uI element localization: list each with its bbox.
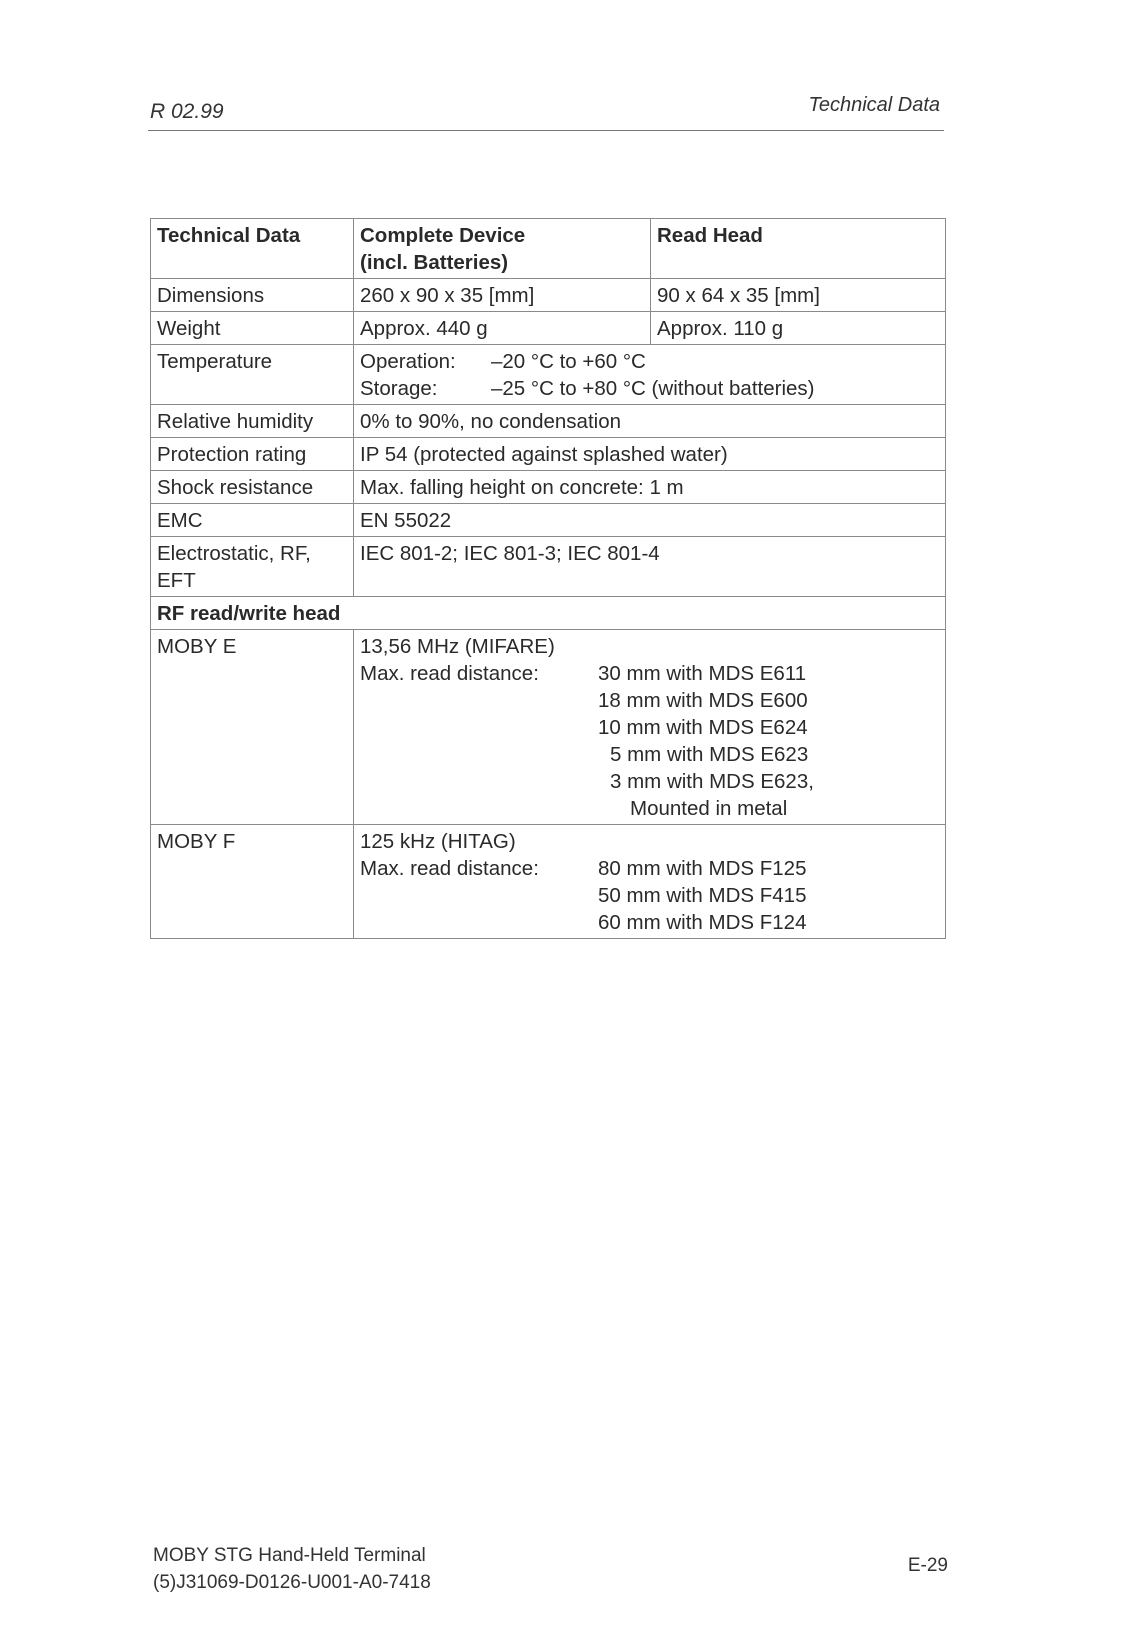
header-complete-device-line2: (incl. Batteries) — [360, 251, 509, 274]
moby-e-value — [354, 630, 946, 825]
temperature-value — [354, 345, 946, 405]
list-item: 3 mm with MDS E623, — [610, 770, 814, 793]
header-read-head: Read Head — [651, 219, 946, 279]
list-item: 5 mm with MDS E623 — [610, 743, 809, 766]
row-label-moby-e: MOBY E — [151, 630, 354, 825]
table-row — [151, 279, 946, 312]
moby-e-frequency: 13,56 MHz (MIFARE) — [360, 635, 555, 658]
moby-e-distance-label: Max. read distance: — [360, 662, 539, 685]
row-label-temperature: Temperature — [151, 345, 354, 405]
electrostatic-label-line1: Electrostatic, RF, — [157, 542, 311, 565]
section-row — [151, 597, 946, 630]
moby-f-value — [354, 825, 946, 939]
footer-product-name: MOBY STG Hand-Held Terminal — [153, 1545, 426, 1566]
table-row — [151, 825, 946, 939]
table-header-row — [151, 219, 946, 279]
electrostatic-label-line2: EFT — [157, 569, 196, 592]
dimensions-head-value: 90 x 64 x 35 [mm] — [651, 279, 946, 312]
weight-head-value: Approx. 110 g — [651, 312, 946, 345]
weight-device-value: Approx. 440 g — [354, 312, 651, 345]
list-item: 50 mm with MDS F415 — [598, 884, 807, 907]
table-row — [151, 504, 946, 537]
moby-f-distance-label: Max. read distance: — [360, 857, 539, 880]
row-label-shock: Shock resistance — [151, 471, 354, 504]
list-item: Mounted in metal — [630, 797, 788, 820]
moby-f-read-distance — [360, 855, 939, 936]
header-complete-device-line1: Complete Device — [360, 224, 526, 247]
list-item: 10 mm with MDS E624 — [598, 716, 808, 739]
list-item: 18 mm with MDS E600 — [598, 689, 808, 712]
table-row — [151, 312, 946, 345]
moby-f-distance-list — [598, 855, 806, 936]
emc-value: EN 55022 — [354, 504, 946, 537]
electrostatic-value: IEC 801-2; IEC 801-3; IEC 801-4 — [354, 537, 946, 597]
table-row — [151, 471, 946, 504]
shock-value: Max. falling height on concrete: 1 m — [354, 471, 946, 504]
header-revision: R 02.99 — [150, 100, 224, 123]
table-row — [151, 537, 946, 597]
protection-value: IP 54 (protected against splashed water) — [354, 438, 946, 471]
row-label-emc: EMC — [151, 504, 354, 537]
moby-e-distance-list — [598, 660, 814, 822]
temperature-storage-range: –25 °C to +80 °C (without batteries) — [491, 377, 815, 400]
temperature-storage — [360, 375, 939, 402]
header-divider — [148, 130, 944, 131]
moby-e-read-distance — [360, 660, 939, 822]
list-item: 80 mm with MDS F125 — [598, 857, 807, 880]
temperature-operation-label: Operation: — [360, 350, 456, 373]
row-label-electrostatic — [151, 537, 354, 597]
header-technical-data: Technical Data — [151, 219, 354, 279]
technical-data-table — [150, 218, 946, 939]
header-complete-device — [354, 219, 651, 279]
row-label-dimensions: Dimensions — [151, 279, 354, 312]
humidity-value: 0% to 90%, no condensation — [354, 405, 946, 438]
footer-order-number: (5)J31069-D0126-U001-A0-7418 — [153, 1572, 431, 1593]
temperature-operation — [360, 348, 939, 375]
row-label-moby-f: MOBY F — [151, 825, 354, 939]
row-label-humidity: Relative humidity — [151, 405, 354, 438]
temperature-storage-label: Storage: — [360, 377, 438, 400]
table-row — [151, 405, 946, 438]
footer-document-info — [153, 1542, 431, 1596]
list-item: 60 mm with MDS F124 — [598, 911, 807, 934]
header-section-title: Technical Data — [808, 94, 940, 116]
list-item: 30 mm with MDS E611 — [598, 662, 807, 685]
table-row — [151, 438, 946, 471]
footer-page-number: E-29 — [907, 1555, 948, 1576]
table-row — [151, 345, 946, 405]
row-label-weight: Weight — [151, 312, 354, 345]
dimensions-device-value: 260 x 90 x 35 [mm] — [354, 279, 651, 312]
temperature-operation-range: –20 °C to +60 °C — [491, 350, 646, 373]
moby-f-frequency: 125 kHz (HITAG) — [360, 830, 516, 853]
table-row — [151, 630, 946, 825]
row-label-protection: Protection rating — [151, 438, 354, 471]
section-rf-read-write-head: RF read/write head — [151, 597, 946, 630]
